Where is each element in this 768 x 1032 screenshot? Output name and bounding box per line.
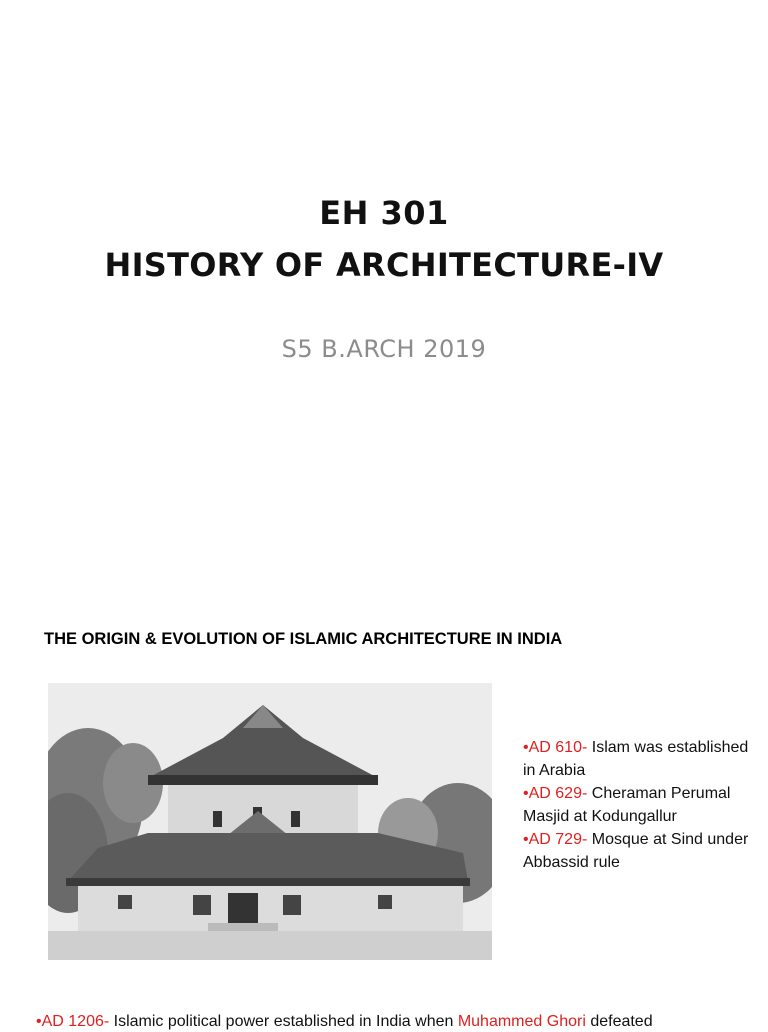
footer-bullet: • (36, 1013, 42, 1030)
timeline-date: AD 629- (528, 785, 588, 802)
footer-text-before: Islamic political power established in India when (109, 1013, 458, 1030)
footer-text (36, 1012, 768, 1032)
timeline-text: Mosque at Sind under Abbassid rule (523, 831, 749, 871)
timeline-text: Cheraman Perumal Masjid at Kodungallur (523, 785, 731, 825)
timeline-text: Islam was established in Arabia (523, 739, 749, 779)
course-title: HISTORY OF ARCHITECTURE-IV (104, 246, 664, 284)
timeline-bullet: • (523, 739, 529, 756)
timeline-item (523, 828, 763, 874)
timeline-item (523, 782, 763, 828)
timeline-date: AD 729- (528, 831, 588, 848)
footer-name: Muhammed Ghori (457, 1013, 586, 1030)
mosque-photo (48, 683, 492, 960)
footer-text-after: defeated (585, 1013, 653, 1030)
course-code: EH 301 (319, 194, 449, 232)
footer-date: AD 1206- (41, 1013, 110, 1030)
timeline-date: AD 610- (528, 739, 588, 756)
timeline-item (523, 736, 763, 782)
section-heading: THE ORIGIN & EVOLUTION OF ISLAMIC ARCHITECTURE IN INDIA (44, 630, 563, 648)
timeline-bullet: • (523, 785, 529, 802)
timeline-bullet: • (523, 831, 529, 848)
slide-subtitle: S5 B.ARCH 2019 (281, 335, 487, 363)
timeline-list (523, 736, 763, 874)
slide-title (0, 192, 768, 290)
